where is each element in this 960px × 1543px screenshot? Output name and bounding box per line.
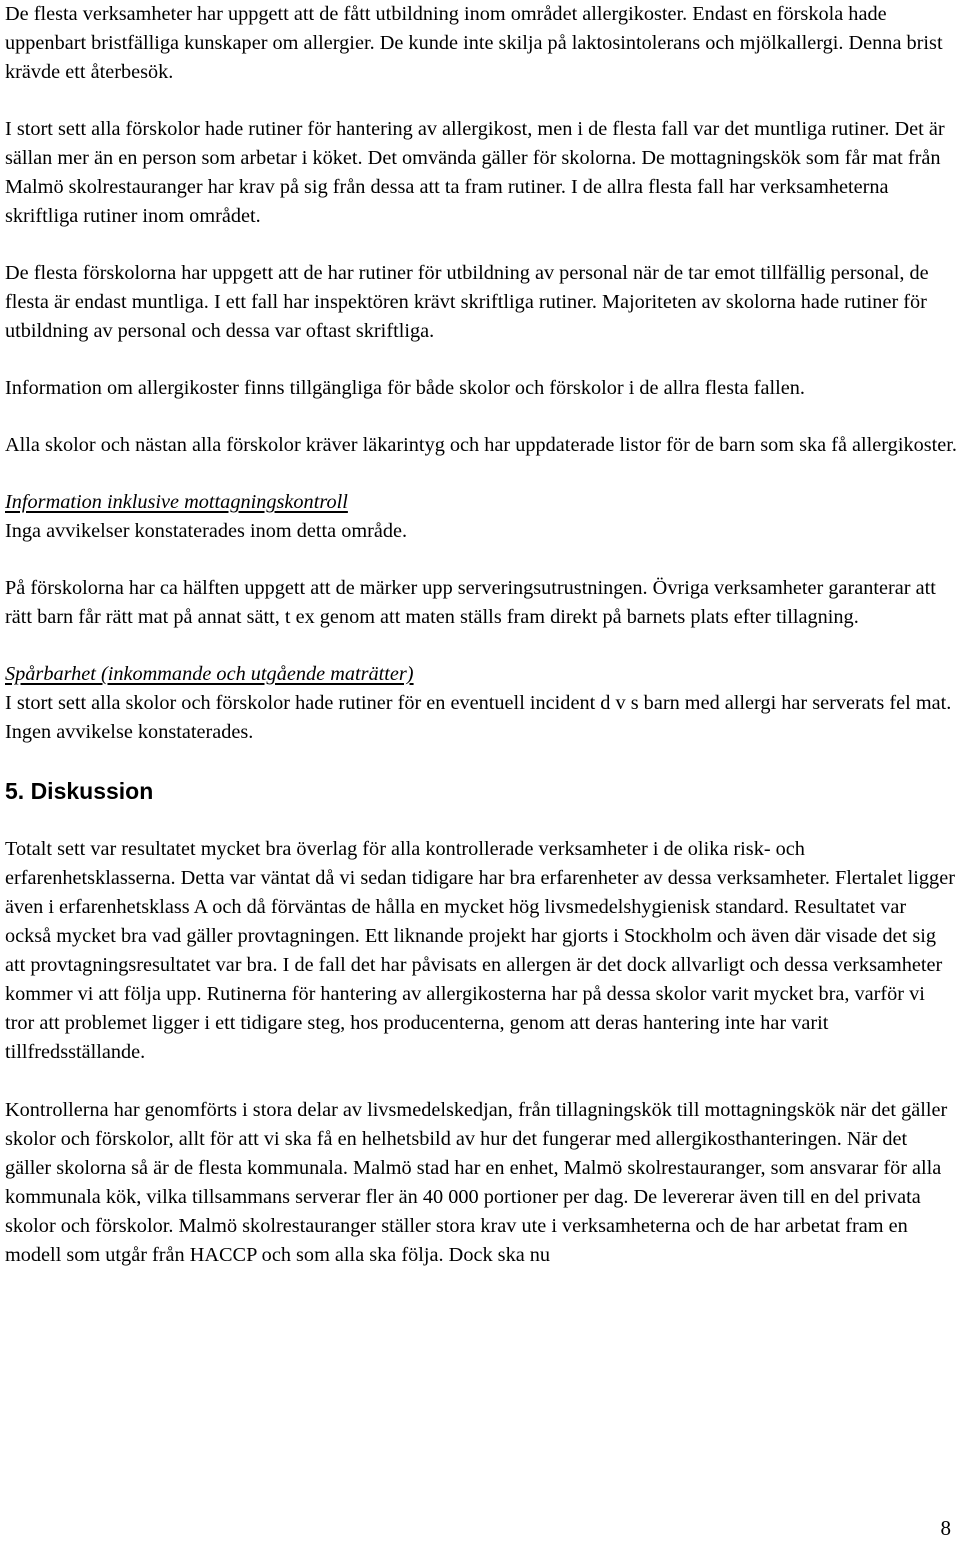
paragraph-diskussion-resultat: Totalt sett var resultatet mycket bra överlag för alla kontrollerade verksamheter i de olika risk- och erfarenhetsklasserna. Detta var väntat då vi sedan tidigare har bra erfarenheter av dessa verksamheter. Flertalet ligger även i erfarenhetsklass A och då förväntas de hålla en mycket hög livsmedelshygienisk standard. Resultatet var också mycket bra vad gäller provtagningen. Ett liknande projekt har gjorts i Stockholm och även där visade det sig att provtagningsresultatet var bra. I de fall det har påvisats en allergen är det dock allvarligt och dessa verksamheter kommer vi att följa upp. Rutinerna för hantering av allergikosterna har på dessa skolor varit mycket bra, varför vi tror att problemet ligger i ett tidigare steg, hos producenterna, genom att deras hantering inte har varit tillfredsställande. — [5, 838, 955, 1063]
paragraph-diskussion-kontroller: Kontrollerna har genomförts i stora delar av livsmedelskedjan, från tillagningskök till mottagningskök när det gäller skolor och förskolor, allt för att vi ska få en helhetsbild av hur det fungerar med allergikosthanteringen. När det gäller skolorna så är de flesta kommunala. Malmö stad har en enhet, Malmö skolrestauranger, som ansvarar för alla kommunala kök, vilka tillsammans serverar fler än 40 000 portioner per dag. De levererar även till en del privata skolor och förskolor. Malmö skolrestauranger ställer stora krav ute i verksamheterna och de har arbetat fram en modell som utgår från HACCP och som alla ska följa. Dock ska nu — [5, 1099, 948, 1266]
paragraph-information: Information om allergikoster finns tillgängliga för både skolor och förskolor i de allra flesta fallen. — [5, 377, 805, 399]
paragraph-incident: I stort sett alla skolor och förskolor hade rutiner för en eventuell incident d v s barn med allergi har serverats fel mat. Ingen avvikelse konstaterades. — [5, 692, 952, 743]
paragraph-lakarintyg: Alla skolor och nästan alla förskolor kräver läkarintyg och har uppdaterade listor för de barn som ska få allergikoster. — [5, 434, 957, 456]
document-page — [5, 0, 957, 1270]
page-number: 8 — [940, 1516, 951, 1540]
paragraph-serveringsutrustning: På förskolorna har ca hälften uppgett att de märker upp serveringsutrustningen. Övriga verksamheter garanterar att rätt barn får rätt mat på annat sätt, t ex genom att maten ställs fram direkt på barnets plats efter tillagning. — [5, 577, 936, 628]
paragraph-personal-rutiner: De flesta förskolorna har uppgett att de har rutiner för utbildning av personal när de tar emot tillfällig personal, de flesta är endast muntliga. I ett fall har inspektören krävt skriftliga rutiner. Majoriteten av skolorna hade rutiner för utbildning av personal och dessa var oftast skriftliga. — [5, 262, 929, 342]
subheading-information-mottagningskontroll: Information inklusive mottagningskontroll — [5, 491, 348, 513]
paragraph-rutiner-allergikost: I stort sett alla förskolor hade rutiner för hantering av allergikost, men i de flesta fall var det muntliga rutiner. Det är sällan mer än en person som arbetar i köket. Det omvända gäller för skolorna. De mottagningskök som får mat från Malmö skolrestauranger har krav på sig från dessa att ta fram rutiner. I de allra flesta fall har verksamheterna skriftliga rutiner inom området. — [5, 118, 945, 227]
paragraph-inga-avvikelser: Inga avvikelser konstaterades inom detta område. — [5, 520, 408, 542]
subheading-sparbarhet: Spårbarhet (inkommande och utgående maträtter) — [5, 663, 414, 685]
paragraph-utbildning: De flesta verksamheter har uppgett att de fått utbildning inom området allergikoster. Endast en förskola hade uppenbart bristfälliga kunskaper om allergier. De kunde inte skilja på laktosintolerans och mjölkallergi. Denna brist krävde ett återbesök. — [5, 3, 943, 83]
section-heading-diskussion: 5. Diskussion — [5, 778, 154, 804]
